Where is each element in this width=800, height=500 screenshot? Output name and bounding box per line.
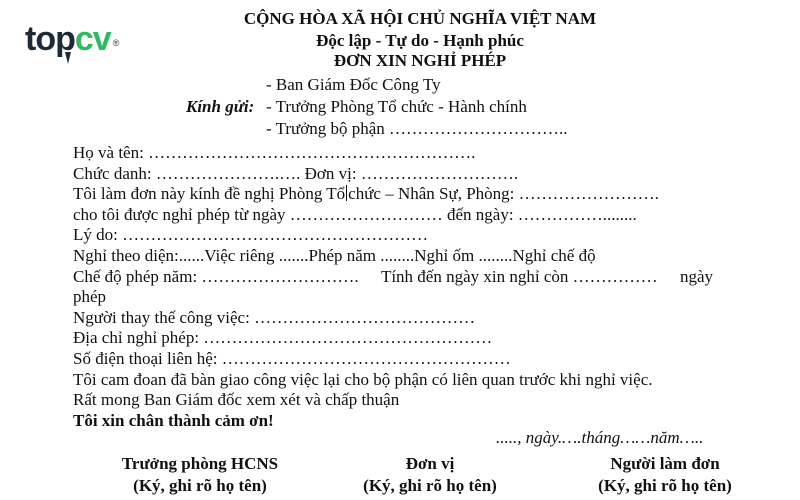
- registered-mark-icon: ®: [112, 38, 120, 48]
- recipient-hr-admin-head: - Trưởng Phòng Tổ chức - Hành chính: [266, 97, 527, 116]
- signature-hr-head: [110, 453, 290, 497]
- recipient-board-of-directors: - Ban Giám Đốc Công Ty: [266, 75, 441, 94]
- recipient-department-head: - Trưởng bộ phận …………………………..: [266, 119, 568, 138]
- signature-title: Đơn vị: [405, 454, 455, 473]
- signature-note: (Ký, ghi rõ họ tên): [363, 476, 497, 495]
- approval-request-text: Rất mong Ban Giám đốc xem xét và chấp thuận: [73, 390, 400, 410]
- commitment-text: Tôi cam đoan đã bàn giao công việc lại cho bộ phận có liên quan trước khi nghỉ việc.: [73, 369, 653, 389]
- replacement-field[interactable]: Người thay thế công việc: …………………………………: [73, 307, 476, 327]
- signature-note: (Ký, ghi rõ họ tên): [598, 476, 732, 495]
- annual-leave-label: Chế độ phép năm: ……………………….: [73, 266, 359, 286]
- position-unit-field[interactable]: Chức danh: ………………….…. Đơn vị: ……………………….: [73, 163, 519, 183]
- request-department-line[interactable]: [73, 184, 773, 205]
- document-title: ĐƠN XIN NGHỈ PHÉP: [333, 51, 507, 70]
- logo-text-top: top: [25, 20, 75, 58]
- signature-applicant: [575, 453, 755, 497]
- thanks-text: Tôi xin chân thành cảm ơn!: [73, 410, 274, 430]
- leave-address-field[interactable]: Địa chỉ nghỉ phép: ……………………………………………: [73, 328, 493, 348]
- signature-unit: [345, 453, 515, 497]
- remaining-leave-text: Tính đến ngày xin nghỉ còn ……………: [380, 266, 658, 286]
- national-motto: Độc lập - Tự do - Hạnh phúc: [316, 31, 524, 50]
- form-body: [73, 143, 773, 431]
- request-text-b: chức – Nhân Sự, Phòng: …………………….: [348, 184, 659, 204]
- leave-type-field[interactable]: Nghỉ theo diện:......Việc riêng .......Phép năm ........Nghỉ ốm ........Nghỉ chế độ: [73, 245, 596, 265]
- reason-field[interactable]: Lý do: ………………………………………………: [73, 225, 429, 245]
- signature-note: (Ký, ghi rõ họ tên): [133, 476, 267, 495]
- signature-title: Trưởng phòng HCNS: [121, 454, 279, 473]
- logo-text-cv: cv: [74, 20, 111, 58]
- days-text: ngày: [679, 266, 713, 286]
- full-name-field[interactable]: Họ và tên: ………………………………………………….: [73, 143, 476, 162]
- request-text-a: Tôi làm đơn này kính đề nghị Phòng Tổ: [73, 184, 346, 204]
- date-line[interactable]: ....., ngày.….tháng……năm…..: [496, 428, 704, 447]
- signature-title: Người làm đơn: [610, 454, 720, 473]
- phone-field[interactable]: Số điện thoại liên hệ: ……………………………………………: [73, 348, 511, 368]
- annual-leave-wrap: phép: [73, 287, 107, 307]
- annual-leave-field[interactable]: [73, 267, 713, 288]
- leave-dates-field[interactable]: cho tôi được nghỉ phép từ ngày ……………………… đến ngày: ……………........: [73, 204, 637, 224]
- national-title: CỘNG HÒA XÃ HỘI CHỦ NGHĨA VIỆT NAM: [243, 9, 597, 28]
- recipients-label: Kính gửi:: [186, 97, 255, 116]
